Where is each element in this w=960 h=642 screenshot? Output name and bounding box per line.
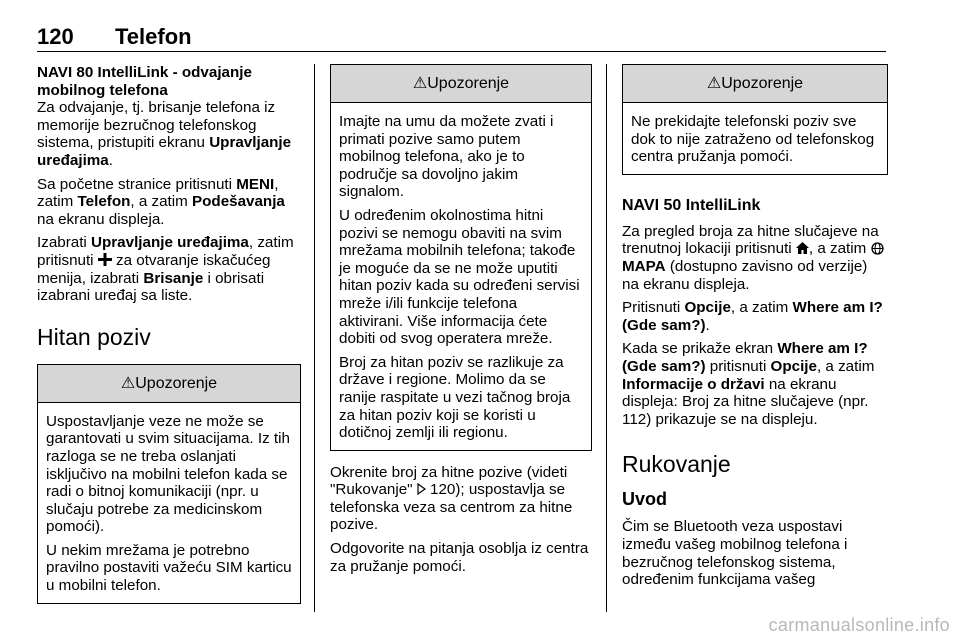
map-globe-icon xyxy=(871,240,884,256)
warning-header: ⚠Upozorenje xyxy=(623,65,887,103)
warning-text: Ne prekidajte telefonski poziv sve dok to nije zatraženo od telefonskog centra pružanja pomoći. xyxy=(631,113,875,166)
column-right xyxy=(622,64,888,595)
warning-box xyxy=(330,64,592,451)
page-number: 120 xyxy=(37,24,74,49)
warning-body xyxy=(38,403,300,603)
section-title-operation: Rukovanje xyxy=(622,451,731,478)
watermark: carmanualsonline.info xyxy=(768,615,950,635)
warning-triangle-icon: ⚠ xyxy=(412,75,428,92)
column-middle xyxy=(330,64,592,581)
section-heading-navi80-unpair: NAVI 80 IntelliLink - odvajanje mobilnog telefona xyxy=(37,64,252,99)
warning-text: U nekim mrežama je potrebno pravilno postaviti važeću SIM karticu u mobilni telefon. xyxy=(46,541,292,595)
warning-text: Uspostavljanje veze ne može se garantovati u svim situacijama. Iz tih razloga se ne treba oslanjati isključivo na mobilni telefon kada se radi o bitnoj komunikaciji (npr. u slučaju potrebe za medicinskom pomoći). xyxy=(46,412,290,536)
warning-triangle-icon: ⚠ xyxy=(706,75,722,92)
warning-text: Imajte na umu da možete zvati i primati pozive samo putem mobilnog telefona, ako je to područje sa dovoljno jakim signalom. xyxy=(339,113,554,201)
paragraph: Kada se prikaže ekran Where am I? (Gde sam?) pritisnuti Opcije, a zatim Informacije o državi na ekranu displeja: Broj za hitne slučajeve (npr. 112) prikazuje se na displeju. xyxy=(622,340,875,428)
chapter-title: Telefon xyxy=(115,24,192,49)
section-heading-navi50: NAVI 50 IntelliLink xyxy=(622,196,761,214)
paragraph: Okrenite broj za hitne pozive (videti "Rukovanje" 120); uspostavlja se telefonska veza sa centrom za hitne pozive. xyxy=(330,463,573,534)
page-header xyxy=(37,24,887,50)
home-icon xyxy=(796,240,809,256)
paragraph: Sa početne stranice pritisnuti MENI, zatim Telefon, a zatim Podešavanja na ekranu displeja. xyxy=(37,175,285,228)
plus-icon xyxy=(98,252,112,268)
paragraph: Odgovorite na pitanja osoblja iz centra za pružanje pomoći. xyxy=(330,540,589,575)
warning-triangle-icon: ⚠ xyxy=(120,374,136,392)
subsection-title-intro: Uvod xyxy=(622,489,667,510)
paragraph: Za pregled broja za hitne slučajeve na trenutnoj lokaciji pritisnuti , a zatim MAPA (dostupno zavisno od verzije) na ekranu displeja. xyxy=(622,223,888,293)
paragraph: Čim se Bluetooth veza uspostavi između vašeg mobilnog telefona i bezručnog telefonskog sistema, određenim funkcijama vašeg xyxy=(622,518,848,589)
paragraph: Za odvajanje, tj. brisanje telefona iz memorije bezručnog telefonskog sistema, pristupiti ekranu Upravljanje uređajima. xyxy=(37,99,292,169)
column-divider xyxy=(314,64,315,612)
warning-text: Broj za hitan poziv se razlikuje za države i regione. Molimo da se ranije raspitate u vezi tačnog broja za hitan poziv koji se koristi u dotičnoj zemlji ili regionu. xyxy=(339,353,571,442)
column-divider xyxy=(606,64,607,612)
column-left xyxy=(37,64,301,604)
warning-text: U određenim okolnostima hitni pozivi se nemogu obaviti na svim mrežama mobilnih telefona; takođe je moguće da se ne može uputiti hitan poziv kada su određeni servisi mreže i/ili funkcije telefona aktivirani. Više informacija ćete dobiti od svog operatera mreže. xyxy=(339,206,580,348)
paragraph: Pritisnuti Opcije, a zatim Where am I? (Gde sam?). xyxy=(622,299,883,334)
paragraph: Izabrati Upravljanje uređajima, zatim pritisnuti za otvaranje iskačućeg menija, izabrati Brisanje i obrisati izabrani uređaj sa liste. xyxy=(37,234,294,305)
warning-body xyxy=(331,103,591,450)
section-title-emergency-call: Hitan poziv xyxy=(37,323,151,350)
warning-header: ⚠Upozorenje xyxy=(331,65,591,103)
warning-body xyxy=(623,103,887,174)
page-reference-arrow-icon xyxy=(417,481,426,497)
warning-box xyxy=(37,364,301,604)
warning-header: ⚠Upozorenje xyxy=(38,365,300,403)
warning-box xyxy=(622,64,888,175)
header-divider xyxy=(37,51,886,52)
